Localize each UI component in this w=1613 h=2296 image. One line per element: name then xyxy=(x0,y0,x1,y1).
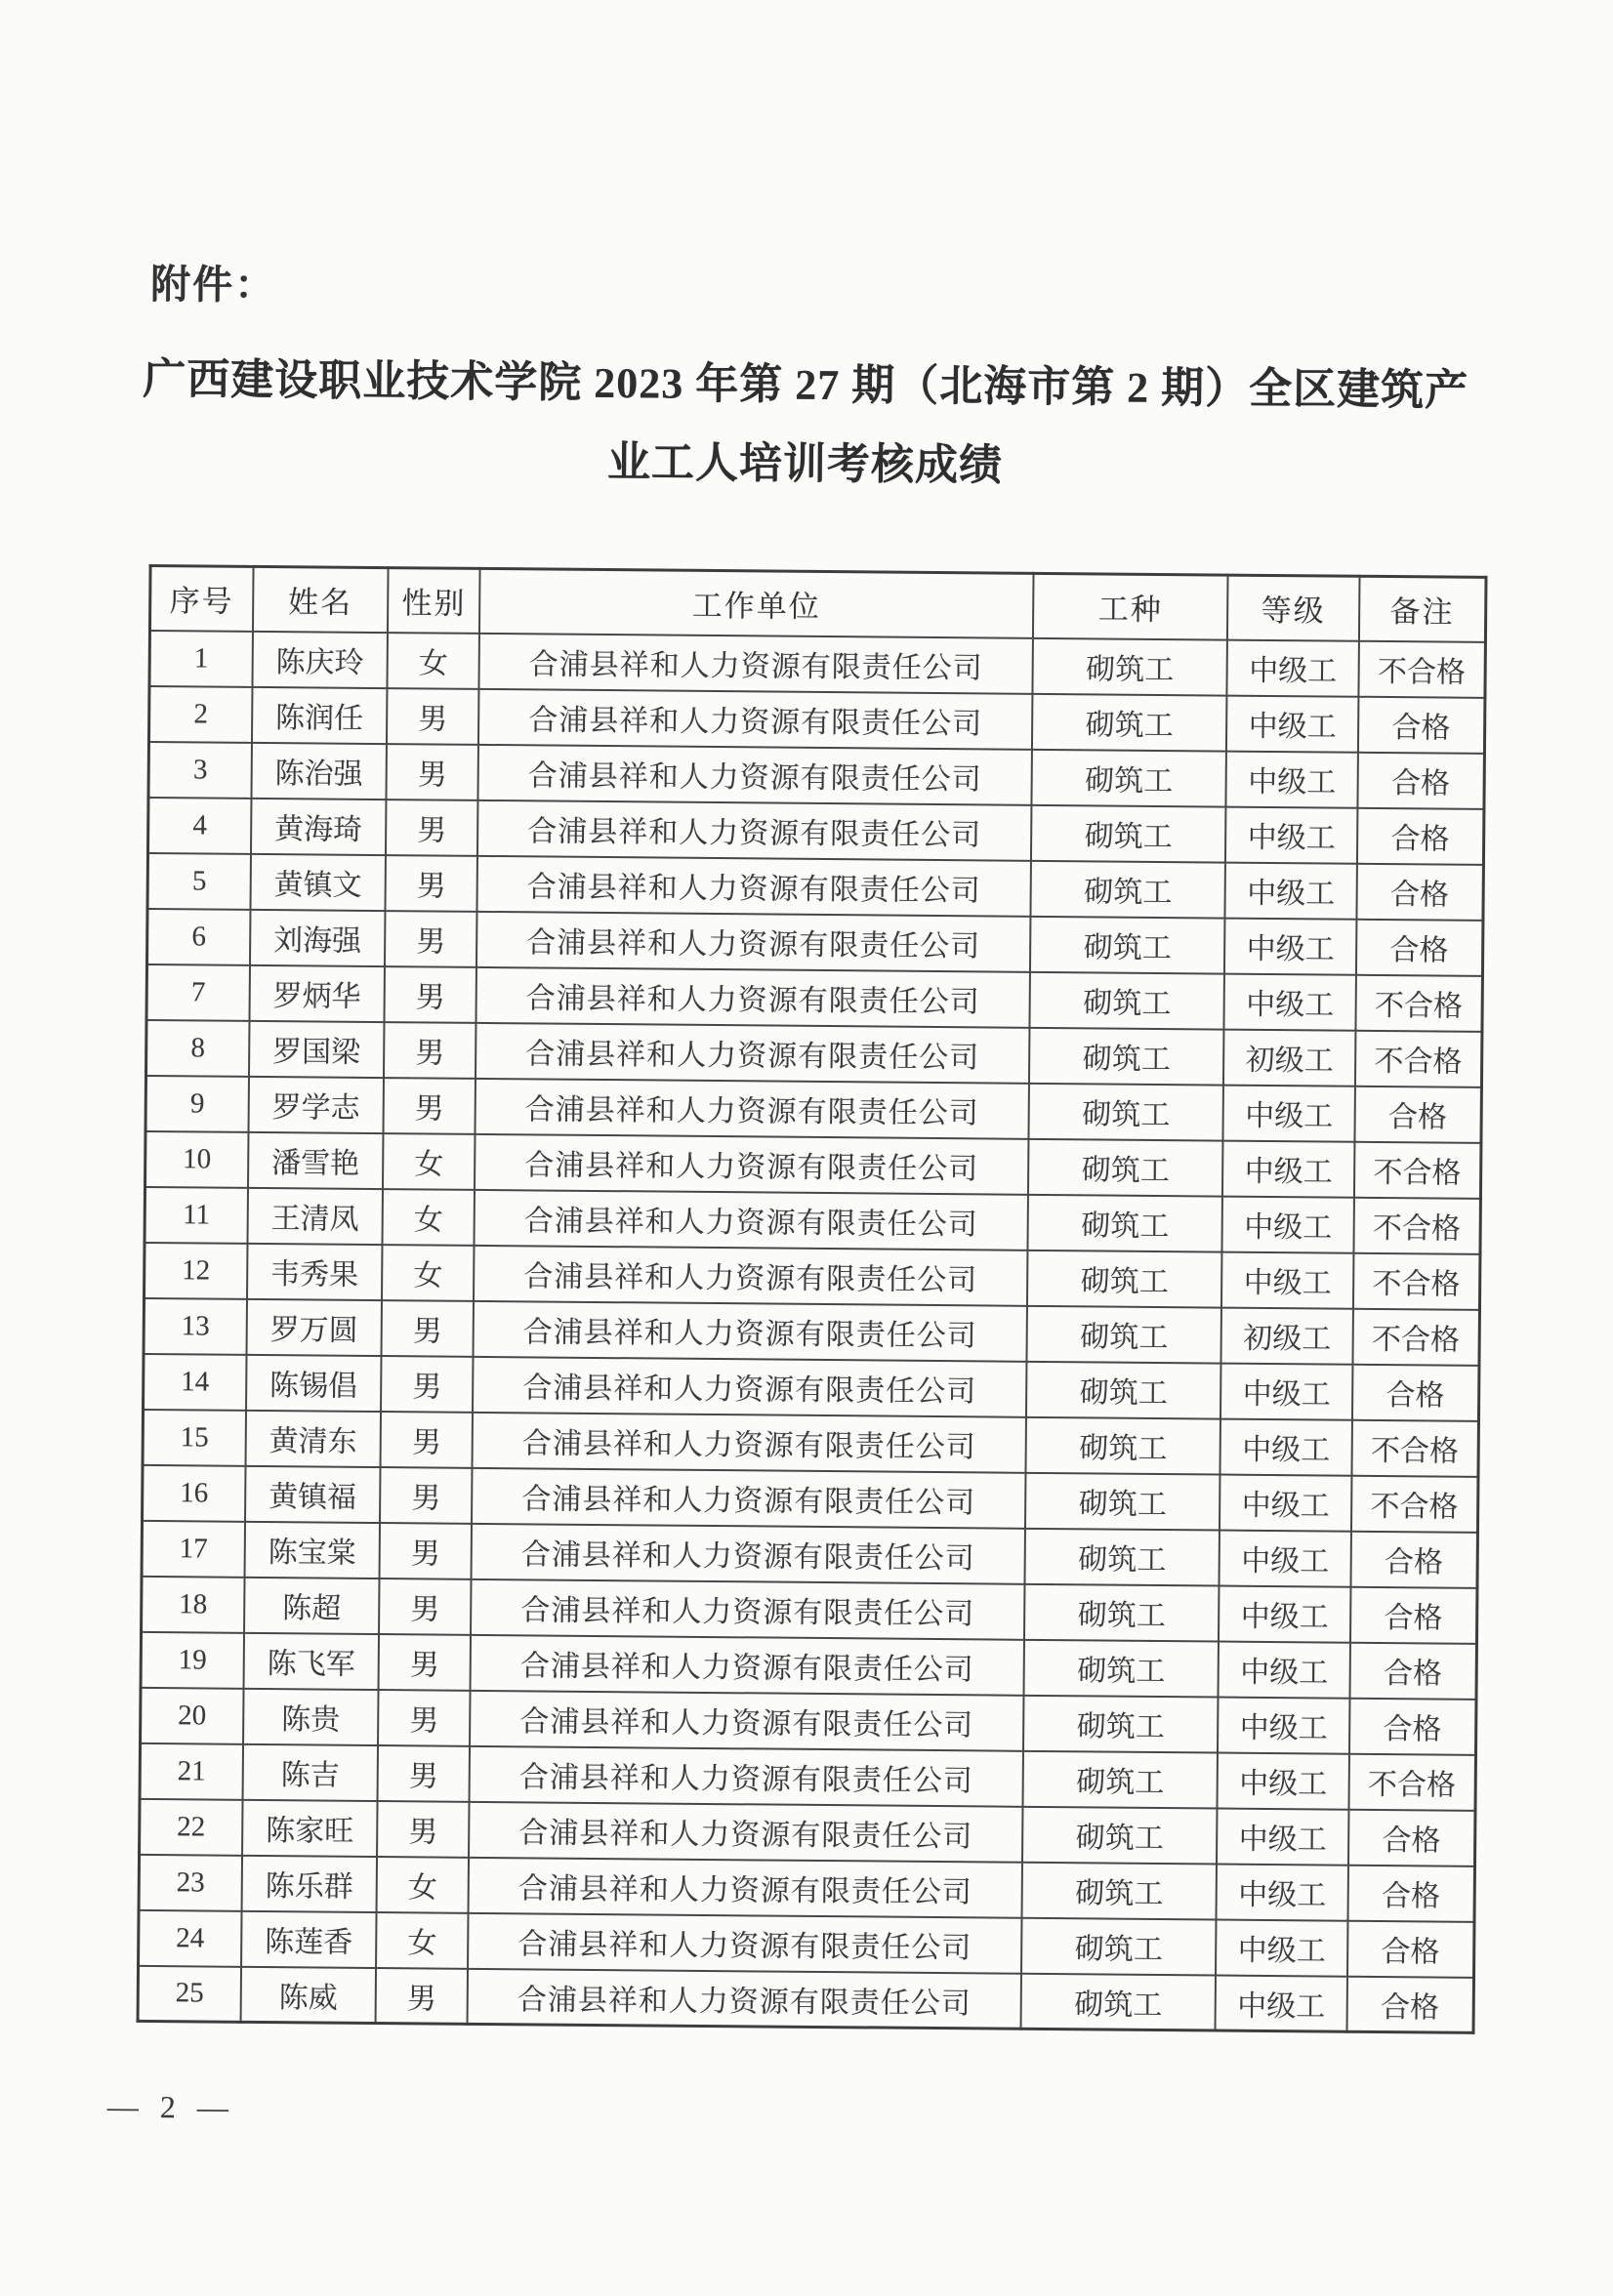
cell-name: 罗炳华 xyxy=(249,964,385,1021)
cell-name: 韦秀果 xyxy=(247,1243,383,1299)
cell-trade: 砌筑工 xyxy=(1030,860,1225,918)
cell-level: 中级工 xyxy=(1225,862,1357,919)
cell-level: 中级工 xyxy=(1224,973,1356,1030)
cell-gender: 男 xyxy=(380,1523,473,1579)
cell-index: 24 xyxy=(139,1909,242,1966)
cell-gender: 男 xyxy=(379,1634,472,1691)
cell-index: 8 xyxy=(146,1019,250,1076)
cell-level: 中级工 xyxy=(1222,1196,1354,1252)
cell-index: 1 xyxy=(149,630,253,686)
cell-gender: 男 xyxy=(385,855,477,912)
cell-work-unit: 合浦县祥和人力资源有限责任公司 xyxy=(475,1189,1028,1250)
cell-gender: 女 xyxy=(376,1912,469,1969)
cell-gender: 女 xyxy=(382,1189,475,1246)
cell-level: 中级工 xyxy=(1216,1919,1347,1976)
cell-index: 9 xyxy=(145,1075,249,1131)
cell-gender: 女 xyxy=(387,633,479,689)
cell-name: 黄海琦 xyxy=(251,798,387,854)
cell-gender: 男 xyxy=(385,911,477,967)
cell-gender: 男 xyxy=(384,1022,476,1079)
cell-remark: 不合格 xyxy=(1351,1419,1478,1476)
cell-gender: 男 xyxy=(383,1078,476,1134)
cell-work-unit: 合浦县祥和人力资源有限责任公司 xyxy=(476,966,1030,1027)
cell-index: 17 xyxy=(142,1520,245,1577)
cell-level: 中级工 xyxy=(1219,1585,1350,1642)
cell-level: 中级工 xyxy=(1218,1752,1349,1809)
cell-work-unit: 合浦县祥和人力资源有限责任公司 xyxy=(472,1467,1025,1528)
column-header-name: 姓名 xyxy=(253,566,389,632)
cell-index: 6 xyxy=(147,908,251,964)
column-header-level: 等级 xyxy=(1227,575,1359,640)
document-title xyxy=(0,339,1613,511)
cell-gender: 男 xyxy=(376,1968,469,2025)
cell-trade: 砌筑工 xyxy=(1027,1250,1222,1307)
cell-work-unit: 合浦县祥和人力资源有限责任公司 xyxy=(469,1857,1022,1917)
cell-name: 刘海强 xyxy=(250,909,386,965)
cell-work-unit: 合浦县祥和人力资源有限责任公司 xyxy=(472,1523,1025,1583)
cell-index: 4 xyxy=(147,797,251,853)
cell-remark: 不合格 xyxy=(1352,1308,1479,1365)
cell-name: 黄镇文 xyxy=(250,853,386,910)
cell-trade: 砌筑工 xyxy=(1022,1750,1218,1808)
cell-name: 罗国梁 xyxy=(249,1020,385,1077)
cell-level: 中级工 xyxy=(1217,1808,1348,1865)
cell-trade: 砌筑工 xyxy=(1028,1083,1223,1140)
cell-trade: 砌筑工 xyxy=(1025,1472,1220,1530)
cell-gender: 男 xyxy=(386,800,478,856)
cell-work-unit: 合浦县祥和人力资源有限责任公司 xyxy=(473,1356,1026,1416)
cell-name: 陈宝棠 xyxy=(244,1521,380,1578)
cell-gender: 女 xyxy=(383,1133,476,1190)
cell-index: 25 xyxy=(138,1965,241,2022)
cell-remark: 不合格 xyxy=(1350,1475,1477,1532)
cell-name: 陈吉 xyxy=(242,1743,378,1800)
cell-work-unit: 合浦县祥和人力资源有限责任公司 xyxy=(479,633,1033,693)
cell-index: 19 xyxy=(141,1631,244,1688)
cell-remark: 合格 xyxy=(1347,1920,1474,1977)
cell-work-unit: 合浦县祥和人力资源有限责任公司 xyxy=(477,800,1031,860)
cell-level: 中级工 xyxy=(1220,1418,1352,1475)
cell-remark: 合格 xyxy=(1351,1364,1478,1420)
cell-level: 中级工 xyxy=(1221,1251,1353,1308)
cell-work-unit: 合浦县祥和人力资源有限责任公司 xyxy=(471,1578,1024,1639)
cell-work-unit: 合浦县祥和人力资源有限责任公司 xyxy=(477,855,1031,916)
cell-name: 潘雪艳 xyxy=(248,1131,384,1188)
cell-work-unit: 合浦县祥和人力资源有限责任公司 xyxy=(476,1022,1029,1083)
cell-work-unit: 合浦县祥和人力资源有限责任公司 xyxy=(468,1912,1021,1973)
cell-work-unit: 合浦县祥和人力资源有限责任公司 xyxy=(470,1690,1023,1750)
cell-index: 14 xyxy=(144,1353,247,1410)
cell-gender: 男 xyxy=(378,1690,471,1746)
cell-index: 3 xyxy=(148,741,252,798)
cell-index: 11 xyxy=(145,1186,248,1243)
cell-level: 中级工 xyxy=(1220,1474,1351,1531)
cell-remark: 合格 xyxy=(1349,1698,1476,1754)
cell-trade: 砌筑工 xyxy=(1020,1973,1216,2030)
cell-remark: 合格 xyxy=(1356,863,1483,920)
cell-name: 陈贵 xyxy=(243,1688,379,1744)
cell-remark: 合格 xyxy=(1356,807,1483,864)
cell-index: 15 xyxy=(143,1409,246,1465)
cell-trade: 砌筑工 xyxy=(1029,971,1224,1029)
cell-trade: 砌筑工 xyxy=(1023,1695,1219,1752)
cell-name: 陈飞军 xyxy=(243,1632,379,1689)
cell-work-unit: 合浦县祥和人力资源有限责任公司 xyxy=(473,1412,1026,1472)
cell-name: 罗万圆 xyxy=(246,1298,382,1355)
cell-level: 中级工 xyxy=(1220,1530,1351,1586)
cell-gender: 女 xyxy=(382,1245,475,1301)
cell-index: 18 xyxy=(142,1576,245,1632)
cell-index: 20 xyxy=(141,1687,244,1743)
cell-name: 陈乐群 xyxy=(241,1855,377,1911)
cell-level: 中级工 xyxy=(1219,1641,1350,1698)
cell-remark: 不合格 xyxy=(1358,640,1485,697)
cell-work-unit: 合浦县祥和人力资源有限责任公司 xyxy=(478,688,1032,749)
cell-gender: 男 xyxy=(381,1356,474,1413)
column-header-gender: 性别 xyxy=(388,568,480,634)
column-header-trade: 工种 xyxy=(1033,573,1228,639)
cell-trade: 砌筑工 xyxy=(1031,804,1226,862)
cell-trade: 砌筑工 xyxy=(1024,1528,1220,1585)
cell-name: 黄镇福 xyxy=(245,1465,381,1522)
cell-name: 陈莲香 xyxy=(241,1910,377,1967)
cell-index: 5 xyxy=(147,852,251,909)
cell-level: 中级工 xyxy=(1226,695,1358,752)
cell-index: 23 xyxy=(139,1854,242,1910)
table-row xyxy=(138,1965,1473,2032)
cell-remark: 不合格 xyxy=(1353,1197,1480,1253)
cell-remark: 合格 xyxy=(1354,1086,1481,1142)
cell-index: 21 xyxy=(140,1742,243,1799)
cell-level: 中级工 xyxy=(1223,1085,1355,1141)
cell-trade: 砌筑工 xyxy=(1024,1583,1220,1641)
document-title-line1: 广西建设职业技术学院 2023 年第 27 期（北海市第 2 期）全区建筑产 xyxy=(143,354,1469,415)
cell-level: 中级工 xyxy=(1225,806,1357,863)
cell-name: 黄清东 xyxy=(245,1410,381,1466)
cell-remark: 不合格 xyxy=(1353,1141,1480,1198)
cell-gender: 男 xyxy=(378,1745,471,1802)
cell-remark: 合格 xyxy=(1350,1531,1477,1587)
cell-index: 12 xyxy=(145,1242,248,1298)
cell-gender: 男 xyxy=(377,1801,470,1858)
cell-trade: 砌筑工 xyxy=(1021,1862,1217,1919)
cell-work-unit: 合浦县祥和人力资源有限责任公司 xyxy=(478,744,1032,804)
cell-index: 16 xyxy=(143,1464,246,1521)
cell-remark: 合格 xyxy=(1355,919,1482,975)
cell-trade: 砌筑工 xyxy=(1021,1917,1217,1975)
cell-level: 中级工 xyxy=(1216,1975,1347,2031)
cell-name: 陈治强 xyxy=(251,742,387,799)
cell-index: 2 xyxy=(148,685,252,742)
cell-name: 陈家旺 xyxy=(242,1799,378,1856)
cell-gender: 男 xyxy=(380,1412,473,1468)
column-header-index: 序号 xyxy=(149,565,253,631)
cell-gender: 男 xyxy=(387,688,479,745)
cell-trade: 砌筑工 xyxy=(1031,749,1226,806)
cell-work-unit: 合浦县祥和人力资源有限责任公司 xyxy=(468,1968,1021,2029)
cell-gender: 男 xyxy=(384,966,476,1023)
cell-name: 陈威 xyxy=(240,1966,376,2023)
cell-remark: 合格 xyxy=(1357,696,1484,753)
cell-level: 中级工 xyxy=(1217,1864,1348,1920)
cell-work-unit: 合浦县祥和人力资源有限责任公司 xyxy=(474,1245,1027,1305)
cell-trade: 砌筑工 xyxy=(1026,1305,1221,1363)
cell-level: 中级工 xyxy=(1218,1697,1349,1753)
cell-trade: 砌筑工 xyxy=(1023,1639,1219,1697)
cell-trade: 砌筑工 xyxy=(1032,637,1227,695)
cell-level: 初级工 xyxy=(1223,1029,1355,1086)
cell-index: 13 xyxy=(144,1297,247,1354)
results-table xyxy=(137,564,1488,2034)
cell-trade: 砌筑工 xyxy=(1027,1194,1222,1251)
cell-work-unit: 合浦县祥和人力资源有限责任公司 xyxy=(475,1133,1028,1194)
cell-trade: 砌筑工 xyxy=(1030,916,1225,973)
cell-work-unit: 合浦县祥和人力资源有限责任公司 xyxy=(471,1634,1024,1695)
cell-gender: 男 xyxy=(386,744,478,800)
header-row xyxy=(149,565,1486,641)
cell-work-unit: 合浦县祥和人力资源有限责任公司 xyxy=(469,1801,1022,1862)
cell-gender: 男 xyxy=(381,1300,474,1357)
cell-remark: 合格 xyxy=(1346,1976,1473,2032)
cell-level: 中级工 xyxy=(1226,751,1358,807)
cell-gender: 女 xyxy=(377,1857,470,1913)
cell-remark: 不合格 xyxy=(1355,974,1482,1031)
table-header xyxy=(149,565,1486,641)
page-number: — 2 — xyxy=(106,2088,235,2125)
cell-name: 陈庆玲 xyxy=(252,631,388,687)
cell-gender: 男 xyxy=(379,1578,472,1635)
cell-level: 中级工 xyxy=(1227,639,1359,696)
cell-level: 中级工 xyxy=(1222,1140,1354,1197)
cell-work-unit: 合浦县祥和人力资源有限责任公司 xyxy=(476,1078,1029,1138)
column-header-work-unit: 工作单位 xyxy=(479,568,1033,637)
cell-name: 陈锡倡 xyxy=(246,1354,382,1411)
cell-level: 初级工 xyxy=(1221,1307,1353,1364)
cell-trade: 砌筑工 xyxy=(1029,1027,1224,1085)
cell-name: 罗学志 xyxy=(248,1076,384,1132)
cell-level: 中级工 xyxy=(1220,1363,1352,1419)
cell-trade: 砌筑工 xyxy=(1022,1806,1218,1864)
cell-remark: 不合格 xyxy=(1354,1030,1481,1086)
cell-work-unit: 合浦县祥和人力资源有限责任公司 xyxy=(476,911,1030,971)
table-body xyxy=(138,630,1485,2032)
cell-work-unit: 合浦县祥和人力资源有限责任公司 xyxy=(474,1300,1027,1361)
document-title-line2: 业工人培训考核成绩 xyxy=(606,438,1004,490)
cell-remark: 合格 xyxy=(1357,752,1484,808)
cell-level: 中级工 xyxy=(1224,918,1356,974)
cell-trade: 砌筑工 xyxy=(1026,1361,1221,1418)
cell-trade: 砌筑工 xyxy=(1025,1416,1220,1474)
cell-name: 王清凤 xyxy=(247,1187,383,1244)
cell-remark: 合格 xyxy=(1348,1809,1475,1866)
cell-trade: 砌筑工 xyxy=(1028,1138,1223,1196)
cell-remark: 不合格 xyxy=(1348,1753,1475,1810)
cell-remark: 合格 xyxy=(1350,1586,1477,1643)
cell-index: 22 xyxy=(140,1798,243,1855)
cell-remark: 合格 xyxy=(1349,1642,1476,1699)
cell-work-unit: 合浦县祥和人力资源有限责任公司 xyxy=(470,1745,1023,1806)
column-header-remark: 备注 xyxy=(1358,576,1486,641)
cell-remark: 合格 xyxy=(1347,1865,1474,1921)
cell-index: 10 xyxy=(145,1130,249,1187)
cell-gender: 男 xyxy=(380,1467,473,1524)
cell-remark: 不合格 xyxy=(1352,1252,1479,1309)
attachment-label: 附件： xyxy=(149,261,277,308)
cell-index: 7 xyxy=(146,964,250,1020)
cell-trade: 砌筑工 xyxy=(1032,693,1227,751)
cell-name: 陈润任 xyxy=(252,686,388,743)
cell-name: 陈超 xyxy=(244,1577,380,1633)
